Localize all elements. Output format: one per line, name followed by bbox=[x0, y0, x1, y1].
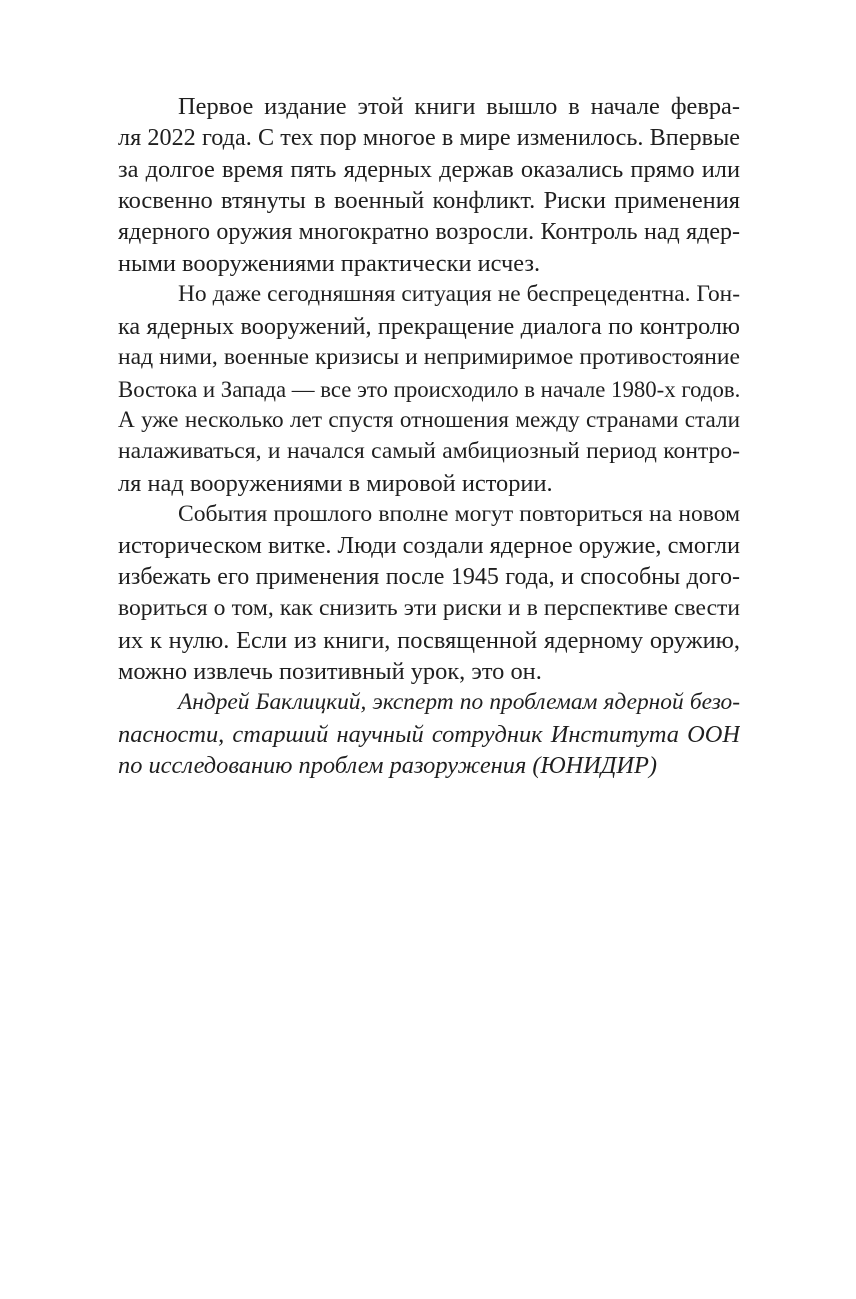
text-line: ля 2022 года. С тех пор многое в мире изменилось. Впервые bbox=[118, 124, 740, 152]
text-line: косвенно втянуты в военный конфликт. Риски применения bbox=[118, 187, 740, 215]
text-line: А уже несколько лет спустя отношения между странами стали bbox=[118, 406, 740, 433]
text-line: ными вооружениями практически исчез. bbox=[118, 249, 541, 277]
text-line: ядерного оружия многократно возросли. Контроль над ядер- bbox=[118, 218, 740, 245]
text-line: можно извлечь позитивный урок, это он. bbox=[118, 658, 542, 686]
paragraph-1 bbox=[118, 91, 740, 279]
paragraph-2 bbox=[118, 279, 740, 499]
text-line: над ними, военные кризисы и непримиримое противостояние bbox=[118, 344, 740, 371]
text-line: Востока и Запада — все это происходило в начале 1980-х годов. bbox=[118, 376, 740, 402]
text-line: за долгое время пять ядерных держав оказались прямо или bbox=[118, 155, 740, 183]
signature-line: Андрей Баклицкий, эксперт по проблемам ядерной безо- bbox=[178, 689, 740, 716]
author-signature bbox=[118, 687, 740, 781]
text-line: События прошлого вполне могут повториться на новом bbox=[178, 501, 740, 528]
text-line: ка ядерных вооружений, прекращение диалога по контролю bbox=[118, 312, 740, 340]
text-line: историческом витке. Люди создали ядерное оружие, смогли bbox=[118, 532, 740, 560]
signature-line: пасности, старший научный сотрудник Института ООН bbox=[118, 720, 740, 748]
text-line: вориться о том, как снизить эти риски и в перспективе свести bbox=[118, 595, 740, 622]
signature-line: по исследованию проблем разоружения (ЮНИДИР) bbox=[118, 752, 658, 780]
text-line: налаживаться, и начался самый амбициозный период контро- bbox=[118, 438, 740, 465]
text-line: их к нулю. Если из книги, посвященной ядерному оружию, bbox=[118, 626, 740, 654]
text-line: ля над вооружениями в мировой истории. bbox=[118, 469, 553, 497]
paragraph-3 bbox=[118, 499, 740, 687]
text-line: Первое издание этой книги вышло в начале февра- bbox=[178, 93, 740, 120]
preface-text bbox=[118, 91, 740, 782]
text-line: избежать его применения после 1945 года, и способны дого- bbox=[118, 563, 740, 590]
text-line: Но даже сегодняшняя ситуация не беспрецедентна. Гон- bbox=[178, 281, 740, 308]
